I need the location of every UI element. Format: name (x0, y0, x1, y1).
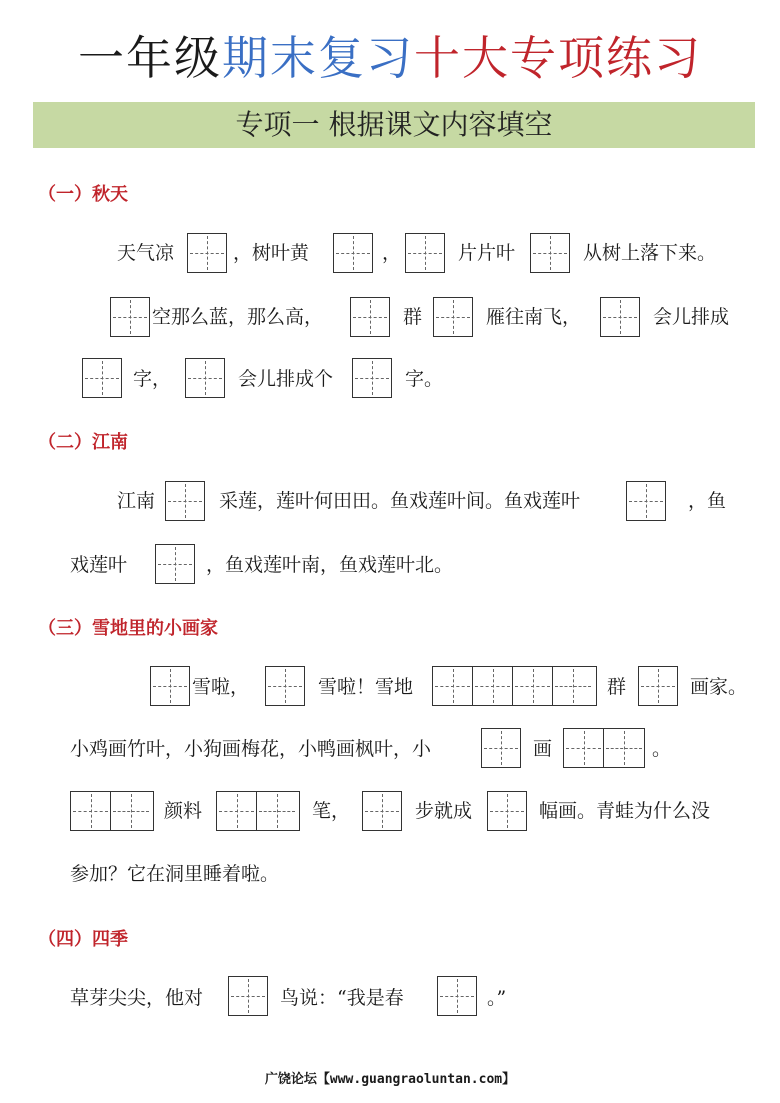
text: 画 (533, 738, 553, 760)
text: 雪啦！雪地 (318, 676, 414, 698)
answer-box[interactable] (265, 666, 305, 706)
answer-box[interactable] (530, 233, 570, 273)
answer-box[interactable] (487, 791, 527, 831)
text: 会儿排成个 (238, 368, 334, 390)
answer-box[interactable] (150, 666, 190, 706)
answer-box-group[interactable] (70, 791, 154, 831)
text: 笔， (312, 800, 351, 822)
answer-box[interactable] (638, 666, 678, 706)
text: 天气凉 (117, 242, 175, 264)
answer-box[interactable] (437, 976, 477, 1016)
text: ，鱼戏莲叶南，鱼戏莲叶北。 (206, 554, 454, 576)
answer-box[interactable] (362, 791, 402, 831)
answer-box[interactable] (600, 297, 640, 337)
section-banner: 专项一 根据课文内容填空 (33, 102, 755, 148)
text: 江南 (117, 490, 156, 512)
text: 采莲，莲叶何田田。鱼戏莲叶间。鱼戏莲叶 (219, 490, 581, 512)
answer-box[interactable] (352, 358, 392, 398)
text: 片片叶 (458, 242, 516, 264)
answer-box-group[interactable] (216, 791, 300, 831)
text: ， (382, 242, 402, 264)
answer-box[interactable] (165, 481, 205, 521)
title-part-1: 一年级 (78, 31, 222, 85)
answer-box[interactable] (228, 976, 268, 1016)
text: ，树叶黄 (233, 242, 310, 264)
answer-box[interactable] (185, 358, 225, 398)
answer-box[interactable] (110, 297, 150, 337)
text: ，鱼 (688, 490, 727, 512)
text: 会儿排成 (653, 306, 730, 328)
section-heading-4: （四）四季 (38, 929, 128, 950)
section-heading-3: （三）雪地里的小画家 (38, 618, 218, 639)
text: 空那么蓝，那么高， (152, 306, 324, 328)
section-heading-1: （一）秋天 (38, 184, 128, 205)
text: 鸟说：“我是春 (280, 987, 404, 1009)
page-title (0, 30, 780, 86)
text: 小鸡画竹叶，小狗画梅花，小鸭画枫叶，小 (70, 738, 432, 760)
text: 草芽尖尖，他对 (70, 987, 204, 1009)
text: 颜料 (164, 800, 203, 822)
answer-box[interactable] (481, 728, 521, 768)
text: 幅画。青蛙为什么没 (539, 800, 711, 822)
text: 。” (487, 987, 507, 1009)
text: 群 (607, 676, 627, 698)
title-part-3: 十大专项练习 (414, 31, 702, 85)
answer-box-group[interactable] (432, 666, 597, 706)
title-part-2: 期末复习 (222, 31, 414, 85)
text: 雪啦， (192, 676, 250, 698)
answer-box[interactable] (405, 233, 445, 273)
answer-box[interactable] (155, 544, 195, 584)
text: 雁往南飞， (486, 306, 582, 328)
answer-box[interactable] (433, 297, 473, 337)
answer-box[interactable] (82, 358, 122, 398)
footer-source: 广饶论坛【www.guangraoluntan.com】 (264, 1072, 516, 1087)
text: 。 (652, 738, 672, 760)
text: 字。 (405, 368, 444, 390)
text: 参加？它在洞里睡着啦。 (70, 863, 280, 885)
text: 从树上落下来。 (583, 242, 717, 264)
answer-box[interactable] (626, 481, 666, 521)
text: 步就成 (415, 800, 473, 822)
answer-box-group[interactable] (563, 728, 645, 768)
text: 画家。 (690, 676, 748, 698)
answer-box[interactable] (333, 233, 373, 273)
answer-box[interactable] (187, 233, 227, 273)
text: 字， (133, 368, 172, 390)
text: 戏莲叶 (70, 554, 128, 576)
answer-box[interactable] (350, 297, 390, 337)
section-heading-2: （二）江南 (38, 432, 128, 453)
text: 群 (403, 306, 423, 328)
